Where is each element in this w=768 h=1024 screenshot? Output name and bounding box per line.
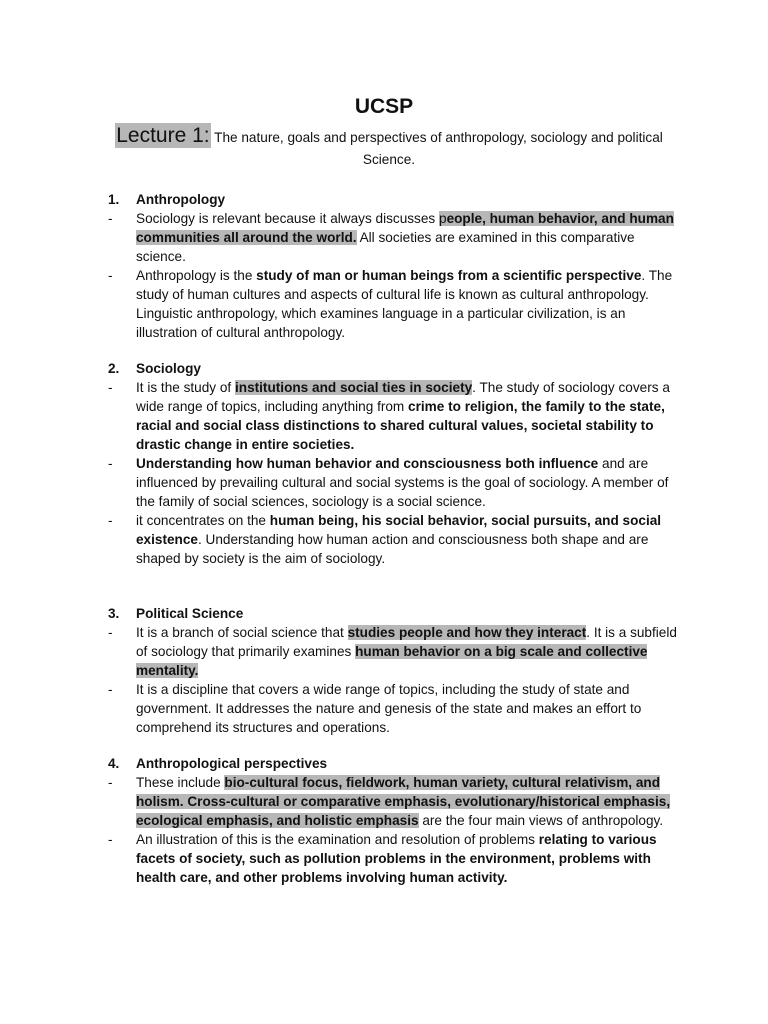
bullet-dash: - bbox=[108, 268, 113, 283]
list-item bbox=[108, 378, 683, 454]
bullet-dash: - bbox=[108, 682, 113, 697]
text-run: . The study of sociology covers a wide range of topics, including anything from bbox=[136, 380, 670, 414]
section-number: 2. bbox=[108, 361, 120, 376]
bullet-dash: - bbox=[108, 775, 113, 790]
text-run: An illustration of this is the examination and resolution of problems bbox=[136, 832, 539, 847]
section-heading bbox=[108, 754, 683, 773]
bullet-text bbox=[136, 830, 683, 887]
text-run: All societies are examined in this comparative science. bbox=[136, 230, 635, 264]
document-body bbox=[108, 190, 683, 887]
section-number: 4. bbox=[108, 756, 120, 771]
bullet-text bbox=[136, 209, 683, 266]
bold-text: relating to various facets of society, such as pollution problems in the environment, problems with health care, and other problems involving human activity. bbox=[136, 832, 657, 885]
section-title: Anthropological perspectives bbox=[136, 756, 328, 771]
list-item bbox=[108, 266, 683, 342]
bold-text: crime to religion, the family to the state, racial and social class distinctions to shared cultural values, societal stability to drastic change in entire societies. bbox=[136, 399, 665, 452]
highlighted-text: human behavior on a big scale and collective mentality. bbox=[136, 644, 648, 678]
lecture-heading bbox=[99, 124, 679, 171]
list-item bbox=[108, 454, 683, 511]
text-run: are the four main views of anthropology. bbox=[418, 813, 664, 828]
lecture-label: Lecture 1: bbox=[116, 124, 210, 147]
text-run: . It is a subfield of sociology that primarily examines bbox=[136, 625, 677, 659]
bullet-dash: - bbox=[108, 832, 113, 847]
text-run: Anthropology is the bbox=[136, 268, 257, 283]
text-run: . Understanding how human action and consciousness both shape and are shaped by society is the aim of sociology. bbox=[136, 532, 649, 566]
section-anthropological-perspectives bbox=[108, 754, 683, 887]
text-run: Sociology is relevant because it always discusses bbox=[136, 211, 439, 226]
section-heading bbox=[108, 359, 683, 378]
highlighted-text: bio-cultural focus, fieldwork, human variety, cultural relativism, and holism. Cross-cultural or comparative emphasis, evolutionary/historical emphasis, ecological emphasis, and holistic emphasis bbox=[136, 775, 671, 828]
bullet-text bbox=[136, 623, 683, 680]
text-run: it concentrates on the bbox=[136, 513, 270, 528]
bold-text: human being, his social behavior, social pursuits, and social existence bbox=[136, 513, 662, 547]
section-anthropology bbox=[108, 190, 683, 342]
bullet-dash: - bbox=[108, 380, 113, 395]
highlighted-text: p bbox=[439, 211, 447, 226]
list-item bbox=[108, 773, 683, 830]
section-heading bbox=[108, 190, 683, 209]
text-run: It is a discipline that covers a wide range of topics, including the study of state and government. It addresses the nature and genesis of the state and makes an effort to comprehend its structures and operations. bbox=[136, 682, 642, 735]
bullet-dash: - bbox=[108, 625, 113, 640]
bold-text: study of man or human beings from a scientific perspective bbox=[256, 268, 642, 283]
list-item bbox=[108, 623, 683, 680]
highlighted-text: institutions and social ties in society bbox=[234, 380, 473, 395]
section-number: 3. bbox=[108, 606, 120, 621]
section-number: 1. bbox=[108, 192, 120, 207]
bullet-text bbox=[136, 266, 683, 342]
bullet-text bbox=[136, 773, 683, 830]
highlighted-text: eople, human behavior, and human communities all around the world. bbox=[136, 211, 674, 245]
text-run: It is the study of bbox=[136, 380, 235, 395]
text-run: These include bbox=[136, 775, 225, 790]
section-heading bbox=[108, 604, 683, 623]
bold-text: Understanding how human behavior and consciousness both influence bbox=[136, 456, 599, 471]
bullet-text bbox=[136, 511, 683, 568]
text-run: . The study of human cultures and aspects of cultural life is known as cultural anthropology. Linguistic anthropology, which examines language in a particular civilization, is an illustration of cultural anthropology. bbox=[136, 268, 673, 340]
document-title: UCSP bbox=[354, 95, 414, 118]
bullet-text bbox=[136, 378, 683, 454]
bullet-dash: - bbox=[108, 456, 113, 471]
list-item bbox=[108, 209, 683, 266]
section-title: Political Science bbox=[136, 606, 244, 621]
list-item bbox=[108, 830, 683, 887]
text-run: It is a branch of social science that bbox=[136, 625, 348, 640]
bullet-dash: - bbox=[108, 211, 113, 226]
bullet-text bbox=[136, 680, 683, 737]
section-title: Anthropology bbox=[136, 192, 226, 207]
section-political-science bbox=[108, 604, 683, 737]
text-run: and are influenced by prevailing cultural and social systems is the goal of sociology. A member of the family of social sciences, sociology is a social science. bbox=[136, 456, 669, 509]
section-title: Sociology bbox=[136, 361, 201, 376]
section-sociology bbox=[108, 359, 683, 568]
bullet-dash: - bbox=[108, 513, 113, 528]
highlighted-text: studies people and how they interact bbox=[347, 625, 587, 640]
list-item bbox=[108, 511, 683, 568]
list-item bbox=[108, 680, 683, 737]
bullet-text bbox=[136, 454, 683, 511]
lecture-description: The nature, goals and perspectives of anthropology, sociology and political Science. bbox=[214, 130, 663, 167]
